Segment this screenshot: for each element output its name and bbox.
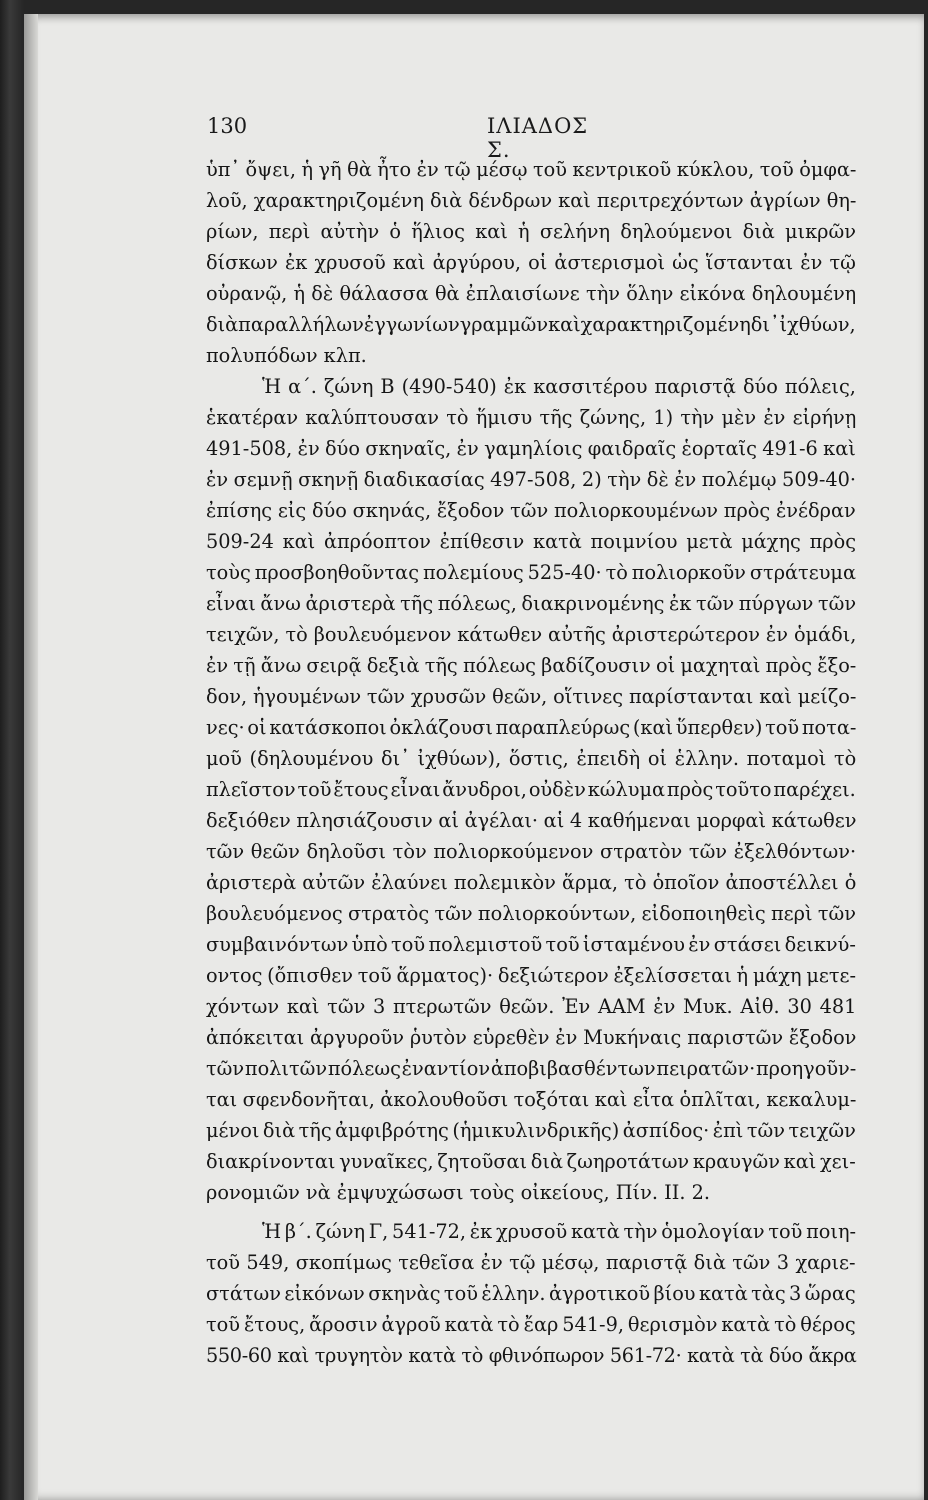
text-line: δίσκων ἐκ χρυσοῦ καὶ ἀργύρου, οἱ ἀστερισμοὶ ὡς ἵστανται ἐν τῷ [206, 251, 856, 274]
text-line: διὰ παραλλήλων ἐγγωνίων γραμμῶν καὶ χαρακτηριζομένη δι᾽ ἰχθύων, [206, 313, 856, 336]
text-line: ται σφενδονῆται, ἀκολουθοῦσι τοξόται καὶ εἶτα ὁπλῖται, κεκαλυμ- [206, 1088, 857, 1111]
text-line: τειχῶν, τὸ βουλευόμενον κάτωθεν αὐτῆς ἀριστερώτερον ἐν ὁμάδι, [206, 623, 857, 646]
text-line: δεξιόθεν πλησιάζουσιν αἱ ἀγέλαι· αἱ 4 καθήμεναι μορφαὶ κάτωθεν [206, 809, 857, 832]
text-line: πολυπόδων κλπ. [206, 344, 367, 367]
text-line: Ἡ β΄. ζώνη Γ, 541-72, ἐκ χρυσοῦ κατὰ τὴν ὁμολογίαν τοῦ ποιη- [262, 1220, 857, 1243]
running-head: ΙΛΙΑΔΟΣ Σ. [487, 114, 589, 162]
text-line: ὑπ᾽ ὄψει, ἡ γῆ θὰ ἦτο ἐν τῷ μέσῳ τοῦ κεντρικοῦ κύκλου, τοῦ ὀμφα- [206, 158, 857, 181]
text-line: συμβαινόντων ὑπὸ τοῦ πολεμιστοῦ τοῦ ἱσταμένου ἐν στάσει δεικνύ- [206, 933, 856, 956]
text-line: ρονομιῶν νὰ ἐμψυχώσωσι τοὺς οἰκείους, Πίν. ΙΙ. 2. [206, 1181, 710, 1204]
text-line: λοῦ, χαρακτηριζομένη διὰ δένδρων καὶ περιτρεχόντων ἀγρίων θη- [206, 189, 857, 212]
text-line: τοῦ ἔτους, ἄροσιν ἀγροῦ κατὰ τὸ ἔαρ 541-9, θερισμὸν κατὰ τὸ θέρος [206, 1313, 856, 1336]
text-line: ἀπόκειται ἀργυροῦν ῥυτὸν εὑρεθὲν ἐν Μυκήναις παριστῶν ἔξοδον [206, 1026, 857, 1049]
text-line: τοὺς προσβοηθοῦντας πολεμίους 525-40· τὸ πολιορκοῦν στράτευμα [206, 561, 856, 584]
text-line: μοῦ (δηλουμένου δι᾽ ἰχθύων), ὅστις, ἐπειδὴ οἱ ἑλλην. ποταμοὶ τὸ [206, 747, 857, 770]
page-header [207, 114, 615, 162]
text-line: 550-60 καὶ τρυγητὸν κατὰ τὸ φθινόπωρον 561-72· κατὰ τὰ δύο ἄκρα [206, 1344, 857, 1367]
text-line: ἀριστερὰ αὐτῶν ἐλαύνει πολεμικὸν ἅρμα, τὸ ὁποῖον ἀποστέλλει ὁ [206, 871, 857, 894]
text-line: βουλευόμενος στρατὸς τῶν πολιορκούντων, εἰδοποιηθεὶς περὶ τῶν [206, 902, 856, 925]
text-line: 491-508, ἐν δύο σκηναῖς, ἐν γαμηλίοις φαιδραῖς ἑορταῖς 491-6 καὶ [206, 437, 856, 460]
text-line: στάτων εἰκόνων σκηνὰς τοῦ ἑλλην. ἀγροτικοῦ βίου κατὰ τὰς 3 ὥρας [206, 1282, 856, 1305]
paragraph-gap [206, 1208, 856, 1216]
text-line: εἶναι ἄνω ἀριστερὰ τῆς πόλεως, διακρινομένης ἐκ τῶν πύργων τῶν [206, 592, 857, 615]
text-line: μένοι διὰ τῆς ἀμφιβρότης (ἡμικυλινδρικῆς) ἀσπίδος· ἐπὶ τῶν τειχῶν [206, 1119, 856, 1142]
page-number: 130 [207, 114, 248, 138]
body-text [206, 154, 856, 1371]
text-line: οντος (ὄπισθεν τοῦ ἅρματος)· δεξιώτερον ἐξελίσσεται ἡ μάχη μετε- [206, 964, 857, 987]
text-line: ρίων, περὶ αὐτὴν ὁ ἥλιος καὶ ἡ σελήνη δηλούμενοι διὰ μικρῶν [206, 220, 856, 243]
text-line: νες· οἱ κατάσκοποι ὀκλάζουσι παραπλεύρως (καὶ ὕπερθεν) τοῦ ποτα- [206, 716, 857, 739]
text-line: τῶν πολιτῶν πόλεως ἐναντίον ἀποβιβασθέντων πειρατῶν· προηγοῦν- [206, 1057, 857, 1080]
text-line: 509-24 καὶ ἀπρόοπτον ἐπίθεσιν κατὰ ποιμνίου μετὰ μάχης πρὸς [206, 530, 856, 553]
text-line: Ἡ α΄. ζώνη Β (490-540) ἐκ κασσιτέρου παριστᾷ δύο πόλεις, [262, 375, 856, 398]
text-line: πλεῖστον τοῦ ἔτους εἶναι ἄνυδροι, οὐδὲν κώλυμα πρὸς τοῦτο παρέχει. [206, 778, 856, 801]
text-line: διακρίνονται γυναῖκες, ζητοῦσαι διὰ ζωηροτάτων κραυγῶν καὶ χει- [206, 1150, 856, 1173]
text-line: ἐπίσης εἰς δύο σκηνάς, ἔξοδον τῶν πολιορκουμένων πρὸς ἐνέδραν [206, 499, 856, 522]
text-line: οὐρανῷ, ἡ δὲ θάλασσα θὰ ἐπλαισίωνε τὴν ὅλην εἰκόνα δηλουμένη [206, 282, 857, 305]
text-line: χόντων καὶ τῶν 3 πτερωτῶν θεῶν. Ἐν ΑΑΜ ἐν Μυκ. Αἰθ. 30 481 [206, 995, 857, 1018]
text-line: ἑκατέραν καλύπτουσαν τὸ ἥμισυ τῆς ζώνης, 1) τὴν μὲν ἐν εἰρήνῃ [206, 406, 857, 429]
text-line: ἐν τῇ ἄνω σειρᾷ δεξιὰ τῆς πόλεως βαδίζουσιν οἱ μαχηταὶ πρὸς ἔξο- [206, 654, 857, 677]
text-line: τοῦ 549, σκοπίμως τεθεῖσα ἐν τῷ μέσῳ, παριστᾷ διὰ τῶν 3 χαριε- [206, 1251, 856, 1274]
text-line: ἐν σεμνῇ σκηνῇ διαδικασίας 497-508, 2) τὴν δὲ ἐν πολέμῳ 509-40· [206, 468, 857, 491]
text-line: τῶν θεῶν δηλοῦσι τὸν πολιορκούμενον στρατὸν τῶν ἐξελθόντων· [206, 840, 857, 863]
text-line: δον, ἡγουμένων τῶν χρυσῶν θεῶν, οἵτινες παρίστανται καὶ μείζο- [206, 685, 857, 708]
